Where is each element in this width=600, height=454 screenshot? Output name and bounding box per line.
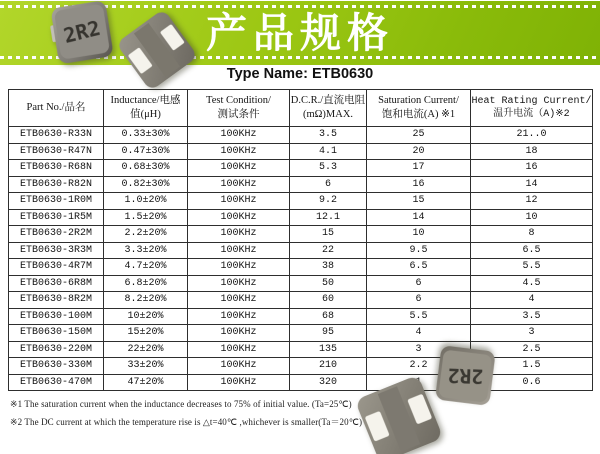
table-cell: 17	[367, 160, 471, 177]
table-cell: ETB0630-8R2M	[9, 292, 104, 309]
table-row	[9, 325, 593, 342]
table-cell: 22	[290, 242, 367, 259]
table-cell: ETB0630-R82N	[9, 176, 104, 193]
table-cell: 100KHz	[188, 242, 290, 259]
table-cell: 0.82±30%	[104, 176, 188, 193]
table-cell: ETB0630-R47N	[9, 143, 104, 160]
table-cell: 21..0	[471, 127, 593, 144]
table-cell: 5.5	[367, 308, 471, 325]
table-cell: ETB0630-1R0M	[9, 193, 104, 210]
table-cell: 68	[290, 308, 367, 325]
table-cell: 5.5	[471, 259, 593, 276]
table-cell: 20	[367, 143, 471, 160]
table-cell: 9.5	[367, 242, 471, 259]
table-cell: ETB0630-2R2M	[9, 226, 104, 243]
table-cell: 33±20%	[104, 358, 188, 375]
table-cell: 10±20%	[104, 308, 188, 325]
table-cell: 0.6	[471, 374, 593, 391]
table-cell: 100KHz	[188, 275, 290, 292]
table-cell: 8.2±20%	[104, 292, 188, 309]
table-cell: 0.68±30%	[104, 160, 188, 177]
table-cell: ETB0630-4R7M	[9, 259, 104, 276]
column-header: Test Condition/ 测试条件	[188, 90, 290, 127]
table-cell: 0.47±30%	[104, 143, 188, 160]
table-cell: 100KHz	[188, 160, 290, 177]
table-cell: ETB0630-470M	[9, 374, 104, 391]
table-cell: ETB0630-3R3M	[9, 242, 104, 259]
table-cell: 10	[471, 209, 593, 226]
table-cell: 4.7±20%	[104, 259, 188, 276]
table-cell: 8	[471, 226, 593, 243]
table-cell: 100KHz	[188, 358, 290, 375]
table-row	[9, 259, 593, 276]
table-cell: ETB0630-1R5M	[9, 209, 104, 226]
table-cell: 50	[290, 275, 367, 292]
table-row	[9, 341, 593, 358]
table-cell: 15	[290, 226, 367, 243]
footnote-2: ※2 The DC current at which the temperature rise is △t=40℃ ,whichever is smaller(Ta＝20℃)	[10, 417, 363, 427]
table-cell: 100KHz	[188, 325, 290, 342]
table-row	[9, 358, 593, 375]
table-row	[9, 193, 593, 210]
table-cell: 100KHz	[188, 374, 290, 391]
table-cell: 100KHz	[188, 308, 290, 325]
table-row	[9, 176, 593, 193]
table-cell: 135	[290, 341, 367, 358]
inductor-top-view-image	[46, 0, 117, 67]
table-cell: 6.5	[367, 259, 471, 276]
type-name: Type Name: ETB0630	[226, 66, 374, 82]
table-cell: ETB0630-330M	[9, 358, 104, 375]
part-marking-text: 2R2	[61, 15, 103, 48]
table-cell: 100KHz	[188, 209, 290, 226]
table-cell: 14	[471, 176, 593, 193]
table-cell: 3.5	[471, 308, 593, 325]
table-cell: 100KHz	[188, 127, 290, 144]
table-cell: 100KHz	[188, 292, 290, 309]
table-row	[9, 209, 593, 226]
table-cell: 15	[367, 193, 471, 210]
table-cell: 25	[367, 127, 471, 144]
table-row	[9, 308, 593, 325]
table-cell: 18	[471, 143, 593, 160]
table-cell: 6.5	[471, 242, 593, 259]
table-cell: 320	[290, 374, 367, 391]
table-cell: 1.5	[471, 358, 593, 375]
table-cell: ETB0630-R68N	[9, 160, 104, 177]
table-cell: 47±20%	[104, 374, 188, 391]
table-cell: 38	[290, 259, 367, 276]
column-header: Inductance/电感 值(μH)	[104, 90, 188, 127]
footnote-1: ※1 The saturation current when the inductance decreases to 75% of initial value. (Ta=25℃)	[10, 399, 352, 409]
table-row	[9, 143, 593, 160]
table-cell: ETB0630-100M	[9, 308, 104, 325]
table-row	[9, 160, 593, 177]
table-cell: 4.5	[471, 275, 593, 292]
table-cell: 3	[471, 325, 593, 342]
table-header-row	[9, 90, 593, 127]
table-row	[9, 374, 593, 391]
table-cell: 95	[290, 325, 367, 342]
table-cell: 60	[290, 292, 367, 309]
table-cell: 3.5	[290, 127, 367, 144]
inductor-top-view-image	[433, 343, 500, 408]
table-cell: 100KHz	[188, 176, 290, 193]
table-cell: 12.1	[290, 209, 367, 226]
column-header: Part No./品名	[9, 90, 104, 127]
table-cell: 100KHz	[188, 341, 290, 358]
table-cell: 210	[290, 358, 367, 375]
table-cell: ETB0630-150M	[9, 325, 104, 342]
table-cell: 14	[367, 209, 471, 226]
table-cell: 6.8±20%	[104, 275, 188, 292]
table-cell: 1.5±20%	[104, 209, 188, 226]
column-header: Heat Rating Current/ 温升电流（A)※2	[471, 90, 593, 127]
table-cell: 3.3±20%	[104, 242, 188, 259]
table-cell: ETB0630-220M	[9, 341, 104, 358]
part-marking-text: 2R2	[447, 363, 484, 388]
table-cell: 15±20%	[104, 325, 188, 342]
table-row	[9, 292, 593, 309]
table-cell: 5.3	[290, 160, 367, 177]
table-cell: 3	[367, 341, 471, 358]
column-header: D.C.R./直流电阻 (mΩ)MAX.	[290, 90, 367, 127]
table-row	[9, 226, 593, 243]
table-cell: 100KHz	[188, 259, 290, 276]
table-row	[9, 275, 593, 292]
table-cell: 2.2±20%	[104, 226, 188, 243]
page-title: 产品规格	[206, 10, 394, 56]
table-cell: 100KHz	[188, 193, 290, 210]
table-cell: 1.0±20%	[104, 193, 188, 210]
column-header: Saturation Current/ 饱和电流(A) ※1	[367, 90, 471, 127]
table-cell: 12	[471, 193, 593, 210]
table-cell: 100KHz	[188, 143, 290, 160]
table-cell: 4.1	[290, 143, 367, 160]
table-cell: 6	[290, 176, 367, 193]
table-cell: 0.33±30%	[104, 127, 188, 144]
table-cell: 6	[367, 292, 471, 309]
table-cell: ETB0630-6R8M	[9, 275, 104, 292]
table-cell: 2.5	[471, 341, 593, 358]
table-cell: 4	[471, 292, 593, 309]
table-cell: 100KHz	[188, 226, 290, 243]
table-cell: ETB0630-R33N	[9, 127, 104, 144]
table-cell: 4	[367, 325, 471, 342]
table-cell: 16	[471, 160, 593, 177]
table-cell: 2.2	[367, 358, 471, 375]
table-cell: 6	[367, 275, 471, 292]
table-cell: 16	[367, 176, 471, 193]
table-row	[9, 242, 593, 259]
spec-table	[8, 89, 593, 391]
table-row	[9, 127, 593, 144]
table-cell: 22±20%	[104, 341, 188, 358]
table-cell: 10	[367, 226, 471, 243]
table-cell: 9.2	[290, 193, 367, 210]
